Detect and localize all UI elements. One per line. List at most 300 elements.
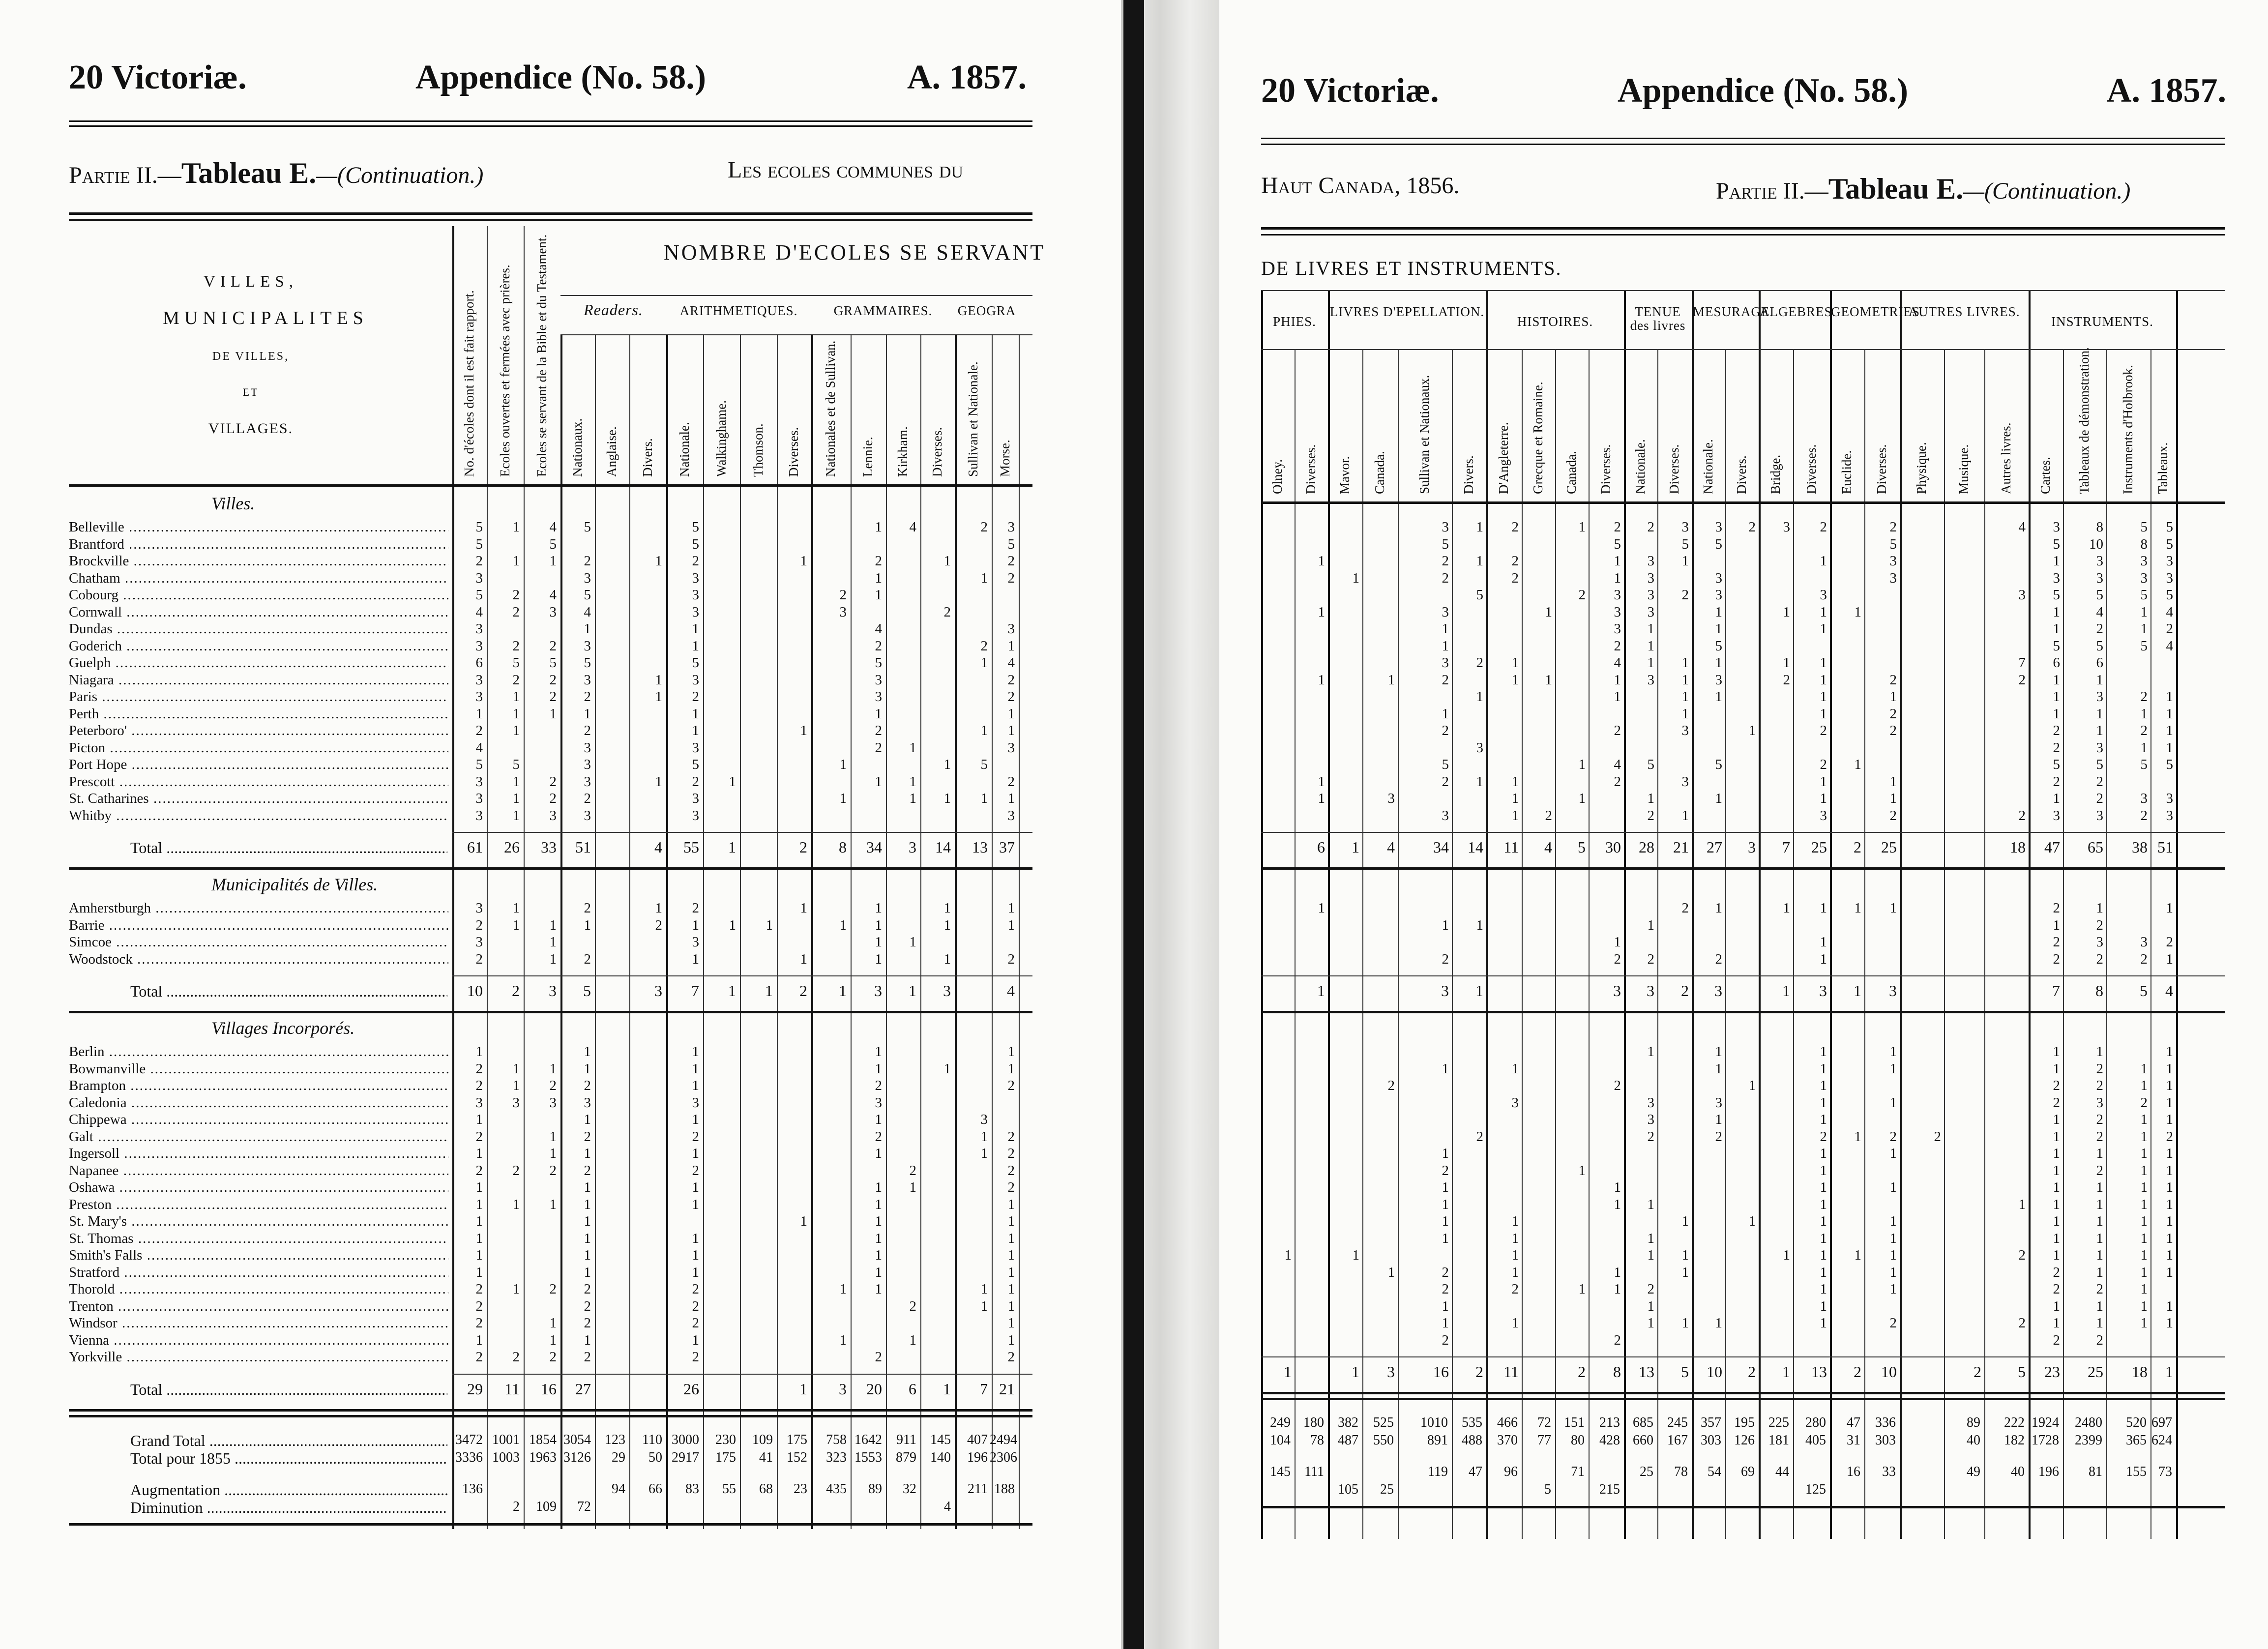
right-col-head-7: D'Angleterre. bbox=[1496, 422, 1511, 494]
right-cell: 2 bbox=[1442, 951, 1449, 967]
left-cell: 1 bbox=[584, 1332, 591, 1348]
right-cell: 1 bbox=[1511, 1264, 1519, 1280]
left-cell: 3 bbox=[584, 773, 591, 790]
left-summary-cell: 3336 bbox=[455, 1449, 483, 1465]
right-cell: 1 bbox=[2166, 1179, 2173, 1195]
left-summary-cell: 32 bbox=[903, 1481, 916, 1497]
right-cell: 1 bbox=[2096, 900, 2103, 916]
left-cell: 3 bbox=[692, 570, 699, 586]
left-cell: 1 bbox=[475, 1196, 483, 1212]
left-cell: 1 bbox=[512, 1196, 520, 1212]
left-cell: 1 bbox=[475, 1264, 483, 1280]
right-cell: 1 bbox=[1352, 1247, 1359, 1263]
left-summary-cell: 136 bbox=[462, 1481, 483, 1497]
right-col-head-22: Cartes. bbox=[2038, 457, 2053, 494]
left-cell: 3 bbox=[475, 638, 483, 654]
left-total-cell: 2 bbox=[799, 838, 807, 856]
left-cell: 1 bbox=[980, 570, 988, 586]
left-cell: 2 bbox=[584, 951, 591, 967]
left-cell: 1 bbox=[943, 900, 951, 916]
right-cell: 1 bbox=[1889, 1213, 1897, 1229]
right-cell: 1 bbox=[2053, 1213, 2060, 1229]
right-cell: 3 bbox=[1783, 519, 1790, 535]
left-cell: 3 bbox=[692, 604, 699, 620]
right-total-cell: 13 bbox=[1639, 1363, 1654, 1381]
right-summary-cell: 78 bbox=[1310, 1433, 1324, 1448]
left-cell: 1 bbox=[475, 1044, 483, 1060]
right-cell: 5 bbox=[1442, 757, 1449, 772]
right-cell: 3 bbox=[2140, 553, 2148, 569]
left-row-name: Paris ..... bbox=[69, 688, 448, 705]
right-total-rule-villes bbox=[1261, 832, 2225, 833]
right-cell: 1 bbox=[1318, 672, 1325, 688]
right-cell: 2 bbox=[1511, 1281, 1519, 1297]
right-banner: DE LIVRES ET INSTRUMENTS. bbox=[1261, 257, 1562, 279]
left-total-cell: 3 bbox=[943, 982, 951, 1000]
left-cell: 2 bbox=[475, 1298, 483, 1314]
right-cell: 1 bbox=[1715, 1044, 1722, 1060]
left-cell: 1 bbox=[909, 1179, 916, 1195]
left-summary-cell: 3472 bbox=[455, 1432, 483, 1447]
right-summary-cell: 119 bbox=[1428, 1464, 1448, 1479]
right-section-end-rule-villes bbox=[1261, 867, 2225, 870]
left-header-rule-2 bbox=[69, 125, 1032, 127]
right-col-head-14: Divers. bbox=[1734, 455, 1749, 494]
right-cell: 3 bbox=[1820, 807, 1827, 824]
right-total-cell: 4 bbox=[1387, 838, 1395, 856]
right-cell: 2 bbox=[1442, 1332, 1449, 1348]
right-cell: 1 bbox=[2166, 951, 2173, 967]
right-cell: 1 bbox=[1854, 900, 1861, 916]
left-cell: 1 bbox=[875, 1044, 882, 1060]
left-cell: 3 bbox=[692, 587, 699, 603]
left-section-end-rule-municipalites bbox=[69, 1011, 1032, 1013]
left-cell: 1 bbox=[692, 621, 699, 637]
left-cell: 3 bbox=[584, 1094, 591, 1111]
right-cell: 1 bbox=[2096, 1213, 2103, 1229]
left-cell: 1 bbox=[549, 951, 557, 967]
right-cell: 3 bbox=[1715, 672, 1722, 688]
right-cell: 3 bbox=[1511, 1094, 1519, 1111]
right-cell: 1 bbox=[2096, 672, 2103, 688]
left-cell: 4 bbox=[909, 519, 916, 535]
left-cell: 2 bbox=[692, 1128, 699, 1145]
right-total-cell: 21 bbox=[1673, 838, 1689, 856]
right-cell: 3 bbox=[1647, 587, 1654, 603]
left-cell: 1 bbox=[839, 791, 847, 806]
left-cell: 1 bbox=[909, 791, 916, 806]
left-cell: 1 bbox=[655, 553, 662, 569]
left-cell: 1 bbox=[655, 900, 662, 916]
left-cell: 1 bbox=[549, 1146, 557, 1161]
left-cell: 4 bbox=[475, 739, 483, 756]
right-cell: 2 bbox=[2018, 1247, 2026, 1263]
left-total-cell: 5 bbox=[583, 982, 591, 1000]
right-cell: 1 bbox=[1748, 723, 1756, 738]
right-cell: 1 bbox=[1442, 1196, 1449, 1212]
left-cell: 3 bbox=[875, 672, 882, 688]
right-cell: 1 bbox=[1783, 900, 1790, 916]
left-cell: 2 bbox=[512, 587, 520, 603]
left-cell: 1 bbox=[692, 951, 699, 967]
left-cell: 3 bbox=[475, 791, 483, 806]
right-cell: 4 bbox=[2166, 638, 2173, 654]
right-cell: 4 bbox=[1614, 757, 1621, 772]
right-cell: 2 bbox=[1442, 553, 1449, 569]
left-summary-cell: 407 bbox=[967, 1432, 988, 1447]
left-total-cell: 4 bbox=[1007, 982, 1015, 1000]
left-cell: 4 bbox=[549, 587, 557, 603]
right-cell: 2 bbox=[1614, 723, 1621, 738]
right-subheader-tableau: Tableau E. bbox=[1828, 173, 1964, 205]
right-cell: 3 bbox=[2096, 934, 2103, 950]
left-total-cell: 1 bbox=[765, 982, 773, 1000]
left-total-label: Total ..... bbox=[130, 1381, 447, 1399]
left-cell: 1 bbox=[692, 723, 699, 738]
right-summary-cell: 303 bbox=[1875, 1433, 1896, 1448]
left-cell: 1 bbox=[875, 934, 882, 950]
left-cell: 2 bbox=[875, 1078, 882, 1093]
left-cell: 1 bbox=[549, 553, 557, 569]
left-cell: 2 bbox=[692, 1281, 699, 1297]
right-col-line bbox=[1624, 290, 1626, 1539]
right-cell: 1 bbox=[1715, 1060, 1722, 1077]
right-cell: 1 bbox=[2140, 604, 2148, 620]
left-cell: 2 bbox=[875, 739, 882, 756]
right-total-cell: 3 bbox=[1387, 1363, 1395, 1381]
right-cell: 1 bbox=[2166, 1230, 2173, 1246]
right-header-session: 20 Victoriæ. bbox=[1261, 72, 1439, 110]
left-row-name: Smith's Falls ..... bbox=[69, 1247, 448, 1264]
left-cell: 3 bbox=[475, 689, 483, 705]
left-cell: 2 bbox=[692, 1315, 699, 1331]
right-cell: 1 bbox=[1578, 1162, 1586, 1178]
right-cell: 2 bbox=[2140, 723, 2148, 738]
left-row-name: Yorkville ..... bbox=[69, 1349, 448, 1365]
left-cell: 2 bbox=[584, 1298, 591, 1314]
right-total-cell: 7 bbox=[2052, 982, 2060, 1000]
right-cell: 1 bbox=[1820, 1264, 1827, 1280]
left-summary-cell: 152 bbox=[787, 1449, 807, 1465]
right-cell: 3 bbox=[2166, 791, 2173, 806]
left-total-cell: 2 bbox=[799, 982, 807, 1000]
left-total-cell: 27 bbox=[575, 1380, 591, 1398]
stub-title-et: ET bbox=[242, 386, 259, 398]
left-total-rule-villages bbox=[452, 1374, 1032, 1375]
right-summary-cell: 2399 bbox=[2075, 1433, 2102, 1448]
left-total-cell: 1 bbox=[799, 1380, 807, 1398]
right-cell: 1 bbox=[1578, 791, 1586, 806]
right-cell: 1 bbox=[1442, 1230, 1449, 1246]
right-cell: 1 bbox=[1387, 1264, 1395, 1280]
left-row-name: Stratford ..... bbox=[69, 1264, 448, 1281]
right-col-head-24: Instruments d'Holbrook. bbox=[2121, 365, 2135, 494]
right-col-line bbox=[1362, 349, 1363, 1539]
right-total-cell: 16 bbox=[1433, 1363, 1449, 1381]
right-group-phies: PHIES. bbox=[1273, 314, 1316, 329]
right-summary-top-rule bbox=[1261, 1398, 2225, 1400]
left-summary-cell: 758 bbox=[826, 1432, 847, 1447]
right-summary-cell: 25 bbox=[1640, 1464, 1653, 1479]
right-total-rule-municipalites bbox=[1261, 975, 2225, 976]
left-cell: 1 bbox=[875, 706, 882, 722]
left-cell: 2 bbox=[692, 1162, 699, 1178]
right-cell: 1 bbox=[1681, 706, 1689, 722]
right-cell: 5 bbox=[2053, 757, 2060, 772]
left-summary-cell: 1642 bbox=[854, 1432, 882, 1447]
right-cell: 2 bbox=[1647, 951, 1654, 967]
left-group-gram: GRAMMAIRES. bbox=[833, 303, 933, 318]
left-summary-cell: 83 bbox=[685, 1481, 699, 1497]
right-total-cell: 38 bbox=[2132, 838, 2148, 856]
right-cell: 2 bbox=[2053, 1332, 2060, 1348]
left-cell: 2 bbox=[549, 791, 557, 806]
left-cell: 2 bbox=[584, 553, 591, 569]
right-cell: 3 bbox=[1681, 723, 1689, 738]
right-cell: 3 bbox=[1476, 739, 1483, 756]
left-cell: 2 bbox=[584, 1162, 591, 1178]
right-col-head-4: Canada. bbox=[1372, 451, 1387, 494]
right-cell: 1 bbox=[2096, 1230, 2103, 1246]
right-summary-cell: 126 bbox=[1734, 1433, 1755, 1448]
right-group-geom: GEOMETRIES. bbox=[1831, 304, 1924, 319]
left-cell: 1 bbox=[549, 1332, 557, 1348]
right-cell: 3 bbox=[1442, 604, 1449, 620]
left-cell: 2 bbox=[512, 1349, 520, 1365]
stub-title-de-villes: DE VILLES, bbox=[212, 350, 290, 363]
right-cell: 1 bbox=[1783, 655, 1790, 671]
right-cell: 2 bbox=[1511, 519, 1519, 535]
left-row-name: Woodstock ..... bbox=[69, 951, 448, 968]
right-cell: 2 bbox=[2166, 934, 2173, 950]
right-cell: 2 bbox=[1715, 1128, 1722, 1145]
right-cell: 1 bbox=[1715, 900, 1722, 916]
left-cell: 1 bbox=[692, 1264, 699, 1280]
left-total-cell: 26 bbox=[504, 838, 520, 856]
left-cell: 1 bbox=[980, 655, 988, 671]
right-cell: 1 bbox=[2053, 621, 2060, 637]
left-cell: 1 bbox=[1007, 1230, 1015, 1246]
right-summary-cell: 96 bbox=[1504, 1464, 1518, 1479]
right-cell: 2 bbox=[2096, 951, 2103, 967]
right-cell: 1 bbox=[2053, 1247, 2060, 1263]
left-cell: 1 bbox=[512, 723, 520, 738]
left-cell: 1 bbox=[692, 1179, 699, 1195]
right-cell: 1 bbox=[1476, 553, 1483, 569]
right-cell: 2 bbox=[1545, 807, 1552, 824]
left-cell: 1 bbox=[766, 917, 773, 933]
right-cell: 1 bbox=[2140, 1264, 2148, 1280]
right-cell: 2 bbox=[2053, 773, 2060, 790]
left-row-name: Chatham ..... bbox=[69, 570, 448, 587]
right-cell: 1 bbox=[1820, 706, 1827, 722]
left-cell: 2 bbox=[584, 1349, 591, 1365]
right-cell: 1 bbox=[1318, 900, 1325, 916]
left-row-name: Ingersoll ..... bbox=[69, 1145, 448, 1162]
right-cell: 2 bbox=[1442, 773, 1449, 790]
left-cell: 3 bbox=[584, 672, 591, 688]
left-col-head-15: Sullivan et Nationale. bbox=[965, 361, 980, 477]
right-cell: 3 bbox=[1681, 519, 1689, 535]
right-cell: 1 bbox=[1647, 791, 1654, 806]
right-cell: 1 bbox=[2096, 1196, 2103, 1212]
left-cell: 2 bbox=[692, 1349, 699, 1365]
right-cell: 1 bbox=[2140, 1112, 2148, 1127]
right-group-alge: ALGEBRES. bbox=[1760, 304, 1836, 319]
left-subheader bbox=[69, 156, 483, 190]
right-total-cell: 6 bbox=[1317, 838, 1325, 856]
left-cell: 1 bbox=[584, 1146, 591, 1161]
left-head-bottom-rule bbox=[69, 484, 1032, 487]
right-cell: 1 bbox=[1647, 655, 1654, 671]
right-cell: 2 bbox=[2166, 621, 2173, 637]
right-summary-cell: 196 bbox=[2038, 1464, 2059, 1479]
left-cell: 3 bbox=[1007, 739, 1015, 756]
right-cell: 3 bbox=[2140, 570, 2148, 586]
left-cell: 2 bbox=[1007, 553, 1015, 569]
right-col-line bbox=[2176, 290, 2178, 1539]
right-total-rule-villages bbox=[1261, 1356, 2225, 1357]
right-cell: 1 bbox=[1545, 672, 1552, 688]
right-cell: 1 bbox=[1889, 773, 1897, 790]
left-cell: 3 bbox=[692, 934, 699, 950]
right-total-cell: 8 bbox=[1613, 1363, 1621, 1381]
left-cell: 5 bbox=[475, 587, 483, 603]
left-cell: 3 bbox=[875, 1094, 882, 1111]
right-cell: 4 bbox=[2096, 604, 2103, 620]
right-col-line bbox=[1486, 290, 1488, 1539]
left-cell: 2 bbox=[475, 1281, 483, 1297]
left-col-line bbox=[886, 334, 887, 1529]
right-cell: 2 bbox=[2096, 917, 2103, 933]
left-summary-cell: 211 bbox=[968, 1481, 988, 1497]
right-summary-cell: 49 bbox=[1967, 1464, 1980, 1479]
left-row-name: Niagara ..... bbox=[69, 672, 448, 688]
right-cell: 1 bbox=[1511, 1213, 1519, 1229]
right-cell: 2 bbox=[2166, 1128, 2173, 1145]
right-total-cell: 2 bbox=[1681, 982, 1689, 1000]
left-cell: 1 bbox=[549, 934, 557, 950]
left-row-name: St. Catharines ..... bbox=[69, 790, 448, 807]
right-cell: 5 bbox=[2053, 638, 2060, 654]
right-cell: 1 bbox=[1476, 689, 1483, 705]
right-table-top-rule-2 bbox=[1261, 234, 2225, 236]
left-cell: 1 bbox=[909, 934, 916, 950]
right-cell: 1 bbox=[1748, 1213, 1756, 1229]
right-cell: 1 bbox=[2166, 900, 2173, 916]
left-summary-cell: 68 bbox=[759, 1481, 773, 1497]
right-col-line bbox=[1295, 349, 1296, 1539]
left-total-cell: 1 bbox=[909, 982, 916, 1000]
right-group-instr: INSTRUMENTS. bbox=[2051, 314, 2153, 329]
right-cell: 1 bbox=[1647, 917, 1654, 933]
left-cell: 3 bbox=[475, 773, 483, 790]
right-total-cell: 2 bbox=[1973, 1363, 1981, 1381]
right-total-cell: 23 bbox=[2044, 1363, 2060, 1381]
right-cell: 1 bbox=[2140, 1078, 2148, 1093]
left-table-top-rule bbox=[69, 212, 1032, 215]
right-total-cell: 25 bbox=[1811, 838, 1827, 856]
right-cell: 2 bbox=[1889, 723, 1897, 738]
right-summary-cell: 1728 bbox=[2032, 1433, 2059, 1448]
left-cell: 1 bbox=[475, 1112, 483, 1127]
left-summary-cell: 175 bbox=[787, 1432, 807, 1447]
right-cell: 1 bbox=[1715, 791, 1722, 806]
right-cell: 1 bbox=[2018, 1196, 2026, 1212]
right-group-mesu: MESURAGE. bbox=[1693, 304, 1774, 319]
left-cell: 1 bbox=[692, 706, 699, 722]
left-col-head-4: Nationaux. bbox=[570, 418, 585, 477]
right-cell: 1 bbox=[2140, 1128, 2148, 1145]
right-cell: 1 bbox=[1614, 1196, 1621, 1212]
left-header-session: 20 Victoriæ. bbox=[69, 59, 247, 96]
left-cell: 1 bbox=[584, 1247, 591, 1263]
left-cell: 1 bbox=[512, 917, 520, 933]
left-cell: 3 bbox=[549, 807, 557, 824]
stub-title-villes: VILLES, bbox=[204, 273, 298, 291]
right-cell: 5 bbox=[2053, 587, 2060, 603]
left-cell: 1 bbox=[584, 1230, 591, 1246]
right-cell: 1 bbox=[1681, 672, 1689, 688]
right-cell: 1 bbox=[1614, 1281, 1621, 1297]
right-cell: 5 bbox=[2166, 519, 2173, 535]
left-cell: 1 bbox=[875, 773, 882, 790]
left-row-name: St. Thomas ..... bbox=[69, 1230, 448, 1247]
left-cell: 1 bbox=[875, 900, 882, 916]
right-cell: 1 bbox=[2166, 1094, 2173, 1111]
right-cell: 3 bbox=[2166, 553, 2173, 569]
right-cell: 1 bbox=[1511, 791, 1519, 806]
left-cell: 2 bbox=[875, 723, 882, 738]
right-cell: 2 bbox=[1820, 723, 1827, 738]
right-cell: 5 bbox=[2166, 536, 2173, 552]
right-summary-cell: 69 bbox=[1741, 1464, 1755, 1479]
right-cell: 1 bbox=[2140, 1060, 2148, 1077]
right-total-cell: 3 bbox=[1647, 982, 1654, 1000]
left-cell: 2 bbox=[475, 951, 483, 967]
left-cell: 1 bbox=[1007, 917, 1015, 933]
right-cell: 3 bbox=[2053, 807, 2060, 824]
right-cell: 5 bbox=[1476, 587, 1483, 603]
right-cell: 2 bbox=[1614, 638, 1621, 654]
right-summary-cell: 72 bbox=[1537, 1415, 1551, 1430]
left-summary-cell: 109 bbox=[536, 1499, 557, 1514]
right-cell: 2 bbox=[1614, 773, 1621, 790]
left-summary-cell: 1854 bbox=[529, 1432, 557, 1447]
left-cell: 5 bbox=[584, 519, 591, 535]
right-cell: 1 bbox=[1545, 604, 1552, 620]
right-cell: 1 bbox=[2166, 1315, 2173, 1331]
left-col-line bbox=[1019, 334, 1020, 1529]
right-cell: 1 bbox=[1820, 1281, 1827, 1297]
left-cell: 5 bbox=[549, 655, 557, 671]
right-summary-cell: 488 bbox=[1462, 1433, 1482, 1448]
right-summary-cell: 180 bbox=[1303, 1415, 1324, 1430]
right-summary-cell: 697 bbox=[2151, 1415, 2172, 1430]
right-cell: 1 bbox=[1442, 1298, 1449, 1314]
right-cell: 1 bbox=[2166, 706, 2173, 722]
right-cell: 1 bbox=[1820, 934, 1827, 950]
right-page bbox=[1219, 0, 2268, 1649]
right-cell: 1 bbox=[1820, 621, 1827, 637]
left-col-head-1: No. d'écoles dont il est fait rapport. bbox=[462, 290, 476, 477]
right-cell: 1 bbox=[2166, 723, 2173, 738]
right-cell: 2 bbox=[2053, 1264, 2060, 1280]
left-cell: 1 bbox=[875, 1213, 882, 1229]
right-total-cell: 28 bbox=[1639, 838, 1654, 856]
left-cell: 1 bbox=[875, 1247, 882, 1263]
left-summary-label: Grand Total ..... bbox=[130, 1432, 447, 1450]
